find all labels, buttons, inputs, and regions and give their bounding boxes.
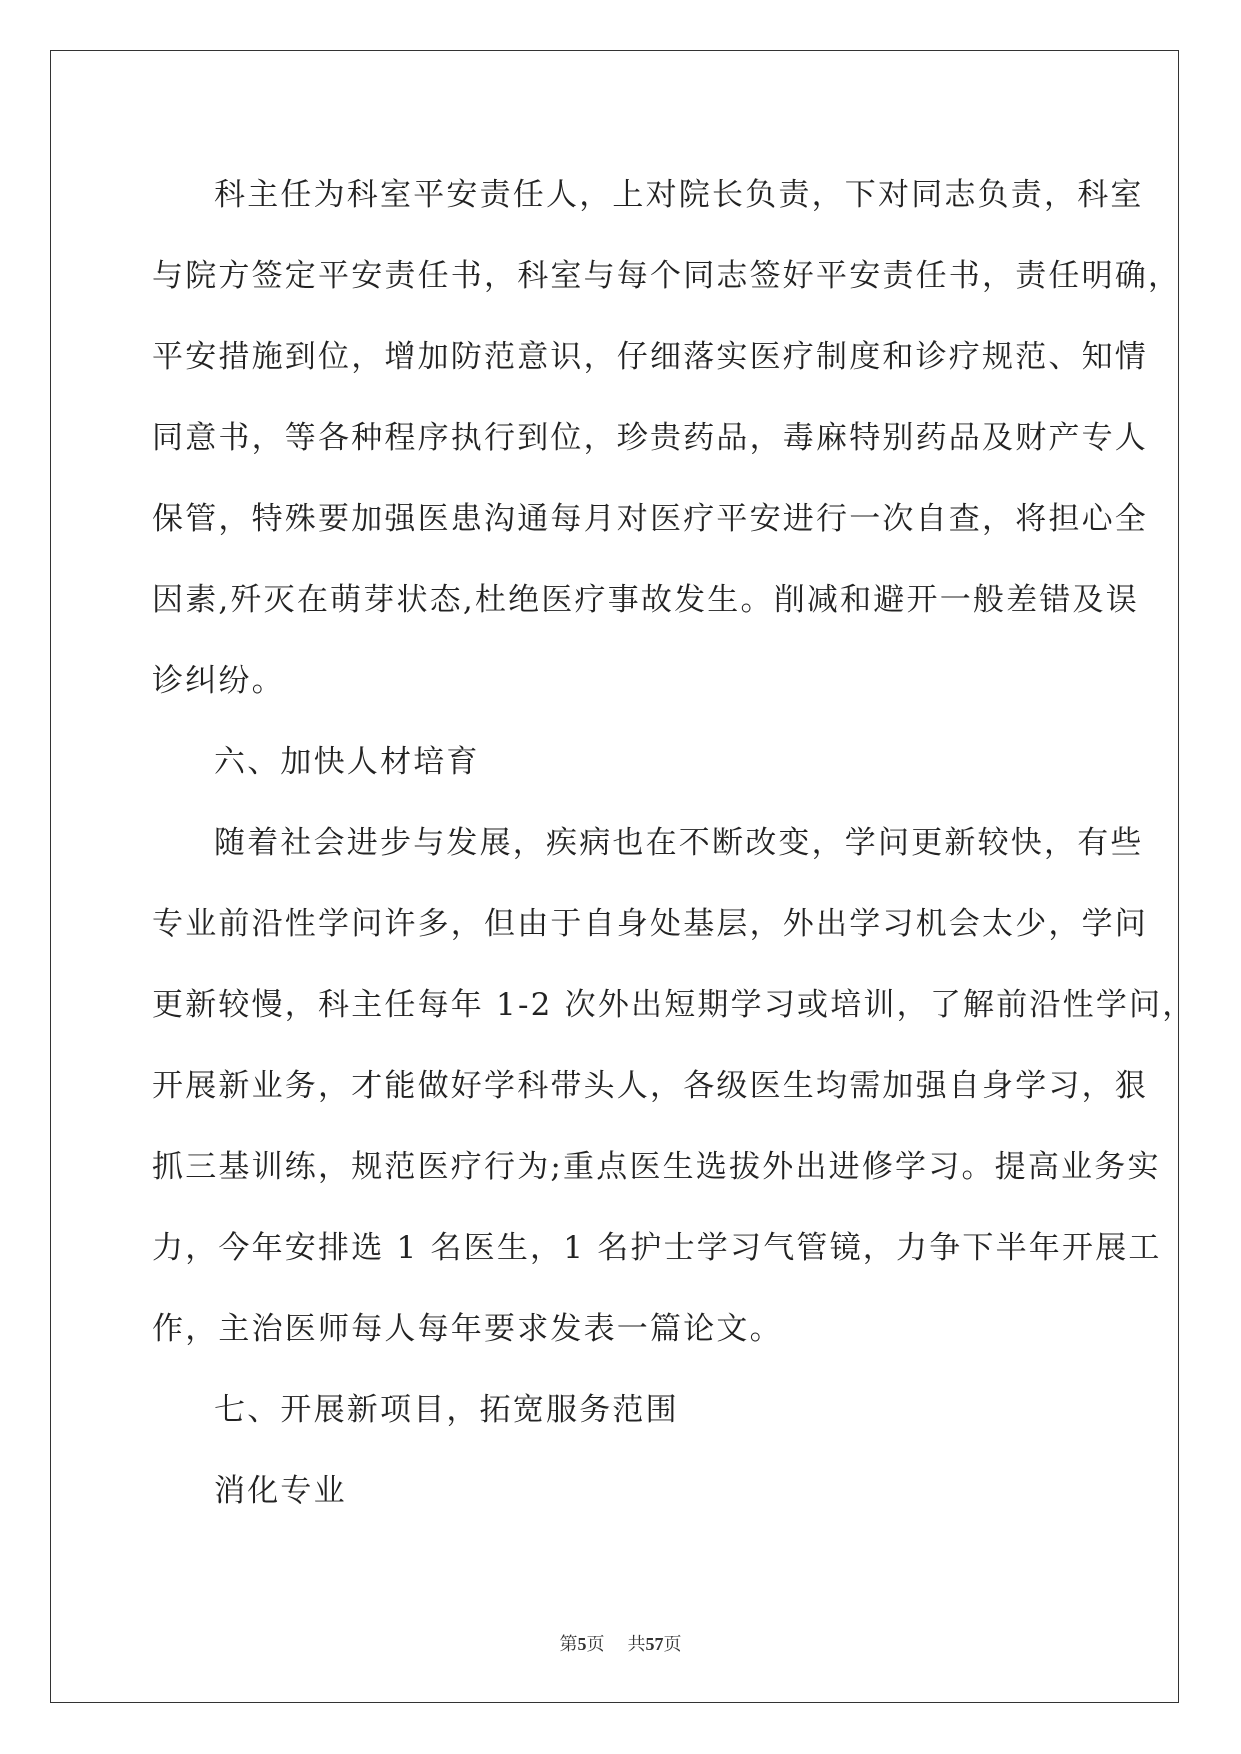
page-suffix: 页 [586, 1634, 605, 1655]
document-body [152, 155, 1196, 1532]
text-line: 平安措施到位，增加防范意识，仔细落实医疗制度和诊疗规范、知情 [152, 339, 1148, 375]
text-line: 与院方签定平安责任书，科室与每个同志签好平安责任书，责任明确， [152, 258, 1182, 294]
text-line: 诊纠纷。 [152, 663, 285, 699]
total-pages: 57 [645, 1634, 664, 1654]
text-line: 抓三基训练，规范医疗行为;重点医生选拔外出进修学习。提高业务实 [152, 1149, 1161, 1185]
text-line: 同意书，等各种程序执行到位，珍贵药品，毒麻特别药品及财产专人 [152, 420, 1148, 456]
text-line: 力，今年安排选 1 名医生，1 名护士学习气管镜，力争下半年开展工 [152, 1230, 1162, 1266]
page-number: 5 [577, 1634, 587, 1654]
text-line: 专业前沿性学问许多，但由于自身处基层，外出学习机会太少，学问 [152, 906, 1148, 942]
text-line: 保管，特殊要加强医患沟通每月对医疗平安进行一次自查，将担心全 [152, 501, 1148, 537]
text-line: 更新较慢，科主任每年 1-2 次外出短期学习或培训，了解前沿性学问， [152, 987, 1196, 1023]
subsection-heading: 消化专业 [214, 1473, 347, 1509]
page-prefix: 第 [559, 1634, 578, 1655]
text-line: 作，主治医师每人每年要求发表一篇论文。 [152, 1311, 783, 1347]
section-heading-6: 六、加快人材培育 [214, 744, 480, 780]
text-line: 随着社会进步与发展，疾病也在不断改变，学问更新较快，有些 [214, 825, 1144, 861]
section-heading-7: 七、开展新项目，拓宽服务范围 [214, 1392, 679, 1428]
text-line: 开展新业务，才能做好学科带头人，各级医生均需加强自身学习，狠 [152, 1068, 1148, 1104]
total-suffix: 页 [663, 1634, 682, 1655]
page-footer [0, 1632, 1241, 1657]
text-line: 科主任为科室平安责任人，上对院长负责，下对同志负责，科室 [214, 177, 1144, 213]
total-prefix: 共 [627, 1634, 646, 1655]
text-line: 因素,歼灭在萌芽状态,杜绝医疗事故发生。削减和避开一般差错及误 [152, 582, 1139, 618]
